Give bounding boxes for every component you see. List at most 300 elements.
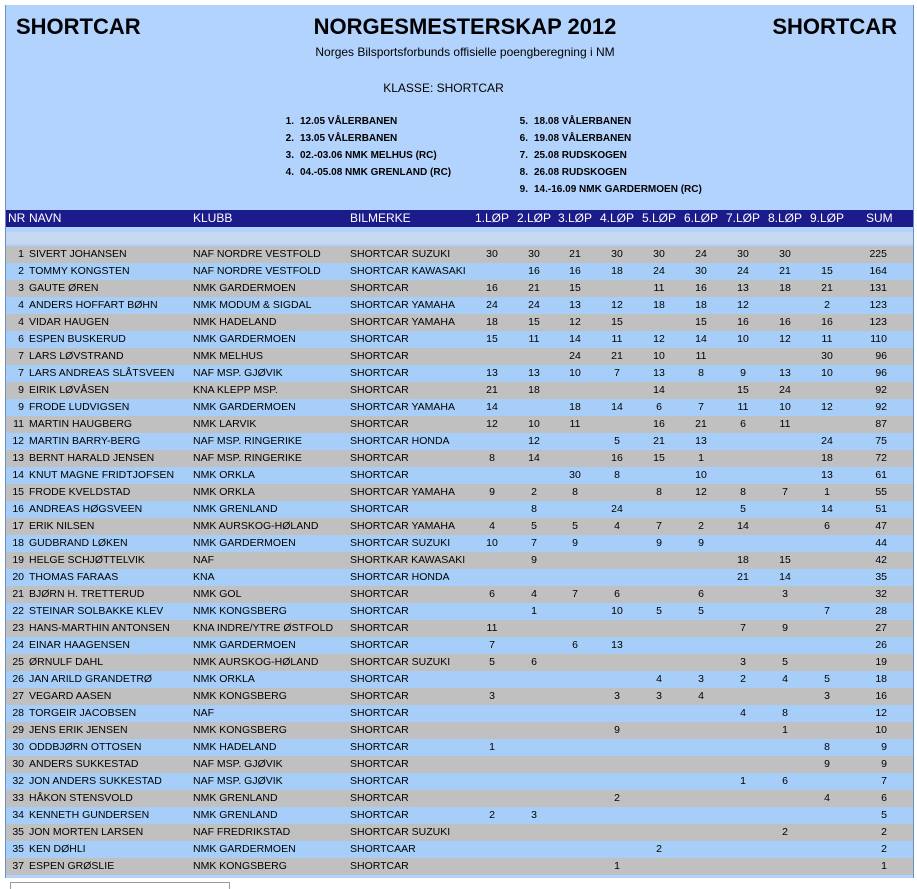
cell-race-7: 12 <box>737 299 749 311</box>
cell-car: SHORTCAR <box>350 367 409 379</box>
cell-sum: 123 <box>869 316 887 328</box>
cell-club: NAF <box>193 554 214 566</box>
cell-sum: 96 <box>875 350 887 362</box>
cell-race-8: 24 <box>779 384 791 396</box>
col-name: NAVN <box>29 211 62 225</box>
table-row <box>6 348 913 365</box>
cell-club: NMK GARDERMOEN <box>193 333 296 345</box>
cell-name: ODDBJØRN OTTOSEN <box>29 741 142 753</box>
cell-race-5: 8 <box>656 486 662 498</box>
race-item <box>278 130 451 147</box>
cell-car: SHORTCAR YAMAHA <box>350 486 456 498</box>
cell-race-2: 14 <box>528 452 540 464</box>
table-row <box>6 841 913 858</box>
cell-name: STEINAR SOLBAKKE KLEV <box>29 605 164 617</box>
cell-car: SHORTCAR HONDA <box>350 435 450 447</box>
cell-race-3: 24 <box>569 350 581 362</box>
cell-nr: 16 <box>12 503 24 515</box>
cell-race-4: 3 <box>614 690 620 702</box>
cell-car: SHORTCAR YAMAHA <box>350 401 456 413</box>
col-race-2: 2.LØP <box>516 211 552 225</box>
race-detail: 02.-03.06 NMK MELHUS (RC) <box>300 150 437 161</box>
cell-sum: 75 <box>875 435 887 447</box>
cell-race-8: 2 <box>782 826 788 838</box>
cell-sum: 2 <box>881 826 887 838</box>
cell-name: HELGE SCHJØTTELVIK <box>29 554 145 566</box>
right-title: SHORTCAR <box>772 14 897 39</box>
cell-club: NMK GRENLAND <box>193 792 278 804</box>
cell-club: NMK GARDERMOEN <box>193 537 296 549</box>
race-number: 5. <box>519 116 528 127</box>
cell-car: SHORTCAR <box>350 690 409 702</box>
cell-race-7: 7 <box>740 622 746 634</box>
cell-race-2: 12 <box>528 435 540 447</box>
cell-sum: 164 <box>869 265 887 277</box>
cell-sum: 19 <box>875 656 887 668</box>
cell-name: BERNT HARALD JENSEN <box>29 452 155 464</box>
cell-race-3: 14 <box>569 333 581 345</box>
cell-sum: 87 <box>875 418 887 430</box>
col-club: KLUBB <box>193 211 233 225</box>
race-detail: 18.08 VÅLERBANEN <box>534 116 632 127</box>
cell-race-8: 12 <box>779 333 791 345</box>
cell-race-9: 3 <box>824 690 830 702</box>
cell-sum: 7 <box>881 775 887 787</box>
col-race-8: 8.LØP <box>767 211 803 225</box>
table-row <box>6 790 913 807</box>
cell-race-3: 21 <box>569 248 581 260</box>
cell-race-7: 14 <box>737 520 749 532</box>
cell-race-1: 16 <box>486 282 498 294</box>
cell-race-8: 16 <box>779 316 791 328</box>
cell-nr: 3 <box>18 282 24 294</box>
cell-race-8: 21 <box>779 265 791 277</box>
cell-name: FRODE KVELDSTAD <box>29 486 131 498</box>
cell-race-3: 16 <box>569 265 581 277</box>
col-race-5: 5.LØP <box>641 211 677 225</box>
cell-nr: 35 <box>12 826 24 838</box>
table-row <box>6 688 913 705</box>
cell-race-2: 16 <box>528 265 540 277</box>
cell-club: NMK GARDERMOEN <box>193 639 296 651</box>
cell-name: MARTIN BARRY-BERG <box>29 435 141 447</box>
cell-race-5: 12 <box>653 333 665 345</box>
race-detail: 26.08 RUDSKOGEN <box>534 167 627 178</box>
cell-club: NAF MSP. RINGERIKE <box>193 435 302 447</box>
cell-race-3: 7 <box>572 588 578 600</box>
cell-race-3: 18 <box>569 401 581 413</box>
cell-car: SHORTCAR <box>350 724 409 736</box>
cell-club: NMK KONGSBERG <box>193 605 287 617</box>
cell-nr: 27 <box>12 690 24 702</box>
cell-club: NAF NORDRE VESTFOLD <box>193 248 321 260</box>
cell-race-6: 15 <box>695 316 707 328</box>
cell-race-1: 4 <box>489 520 495 532</box>
cell-race-9: 1 <box>824 486 830 498</box>
cell-race-9: 18 <box>821 452 833 464</box>
cell-club: NMK AURSKOG-HØLAND <box>193 520 319 532</box>
table-row <box>6 416 913 433</box>
cell-race-9: 16 <box>821 316 833 328</box>
race-number: 6. <box>519 133 528 144</box>
cell-name: KNUT MAGNE FRIDTJOFSEN <box>29 469 175 481</box>
race-detail: 19.08 VÅLERBANEN <box>534 133 632 144</box>
race-item <box>512 130 702 147</box>
cell-race-9: 8 <box>824 741 830 753</box>
cell-race-3: 9 <box>572 537 578 549</box>
table-row <box>6 484 913 501</box>
cell-race-3: 5 <box>572 520 578 532</box>
cell-sum: 47 <box>875 520 887 532</box>
cell-nr: 1 <box>18 248 24 260</box>
cell-race-8: 8 <box>782 707 788 719</box>
cell-race-8: 5 <box>782 656 788 668</box>
cell-name: FRODE LUDVIGSEN <box>29 401 130 413</box>
cell-race-5: 15 <box>653 452 665 464</box>
cell-race-1: 8 <box>489 452 495 464</box>
cell-nr: 4 <box>18 299 24 311</box>
cell-car: SHORTCAR <box>350 418 409 430</box>
table-row <box>6 858 913 875</box>
cell-race-2: 3 <box>531 809 537 821</box>
cell-name: KEN DØHLI <box>29 843 86 855</box>
race-item <box>278 164 451 181</box>
cell-race-5: 9 <box>656 537 662 549</box>
cell-nr: 28 <box>12 707 24 719</box>
cell-race-4: 6 <box>614 588 620 600</box>
cell-nr: 7 <box>18 350 24 362</box>
cell-nr: 30 <box>12 758 24 770</box>
cell-race-6: 14 <box>695 333 707 345</box>
cell-race-6: 9 <box>698 537 704 549</box>
cell-name: KENNETH GUNDERSEN <box>29 809 150 821</box>
cell-nr: 18 <box>12 537 24 549</box>
cell-race-9: 24 <box>821 435 833 447</box>
cell-race-5: 6 <box>656 401 662 413</box>
col-sum: SUM <box>866 211 893 225</box>
cell-nr: 20 <box>12 571 24 583</box>
cell-name: GUDBRAND LØKEN <box>29 537 128 549</box>
cell-name: JON ANDERS SUKKESTAD <box>29 775 162 787</box>
cell-name: GAUTE ØREN <box>29 282 99 294</box>
cell-race-7: 3 <box>740 656 746 668</box>
cell-race-1: 6 <box>489 588 495 600</box>
cell-race-7: 6 <box>740 418 746 430</box>
cell-club: NMK AURSKOG-HØLAND <box>193 656 319 668</box>
cell-race-8: 6 <box>782 775 788 787</box>
cell-club: NMK HADELAND <box>193 316 277 328</box>
cell-race-6: 2 <box>698 520 704 532</box>
cell-race-8: 1 <box>782 724 788 736</box>
table-row <box>6 535 913 552</box>
cell-club: NMK LARVIK <box>193 418 257 430</box>
cell-car: SHORTCAR <box>350 775 409 787</box>
cell-club: KNA INDRE/YTRE ØSTFOLD <box>193 622 334 634</box>
cell-race-6: 30 <box>695 265 707 277</box>
cell-race-9: 7 <box>824 605 830 617</box>
race-list-left <box>278 113 451 181</box>
cell-race-1: 13 <box>486 367 498 379</box>
cell-club: NAF MSP. GJØVIK <box>193 775 283 787</box>
cell-race-9: 30 <box>821 350 833 362</box>
cell-name: JON MORTEN LARSEN <box>29 826 144 838</box>
cell-race-4: 16 <box>611 452 623 464</box>
cell-car: SHORTCAR <box>350 452 409 464</box>
cell-race-2: 13 <box>528 367 540 379</box>
table-row <box>6 263 913 280</box>
standings-sheet <box>5 5 914 878</box>
cell-race-9: 6 <box>824 520 830 532</box>
cell-club: NMK HADELAND <box>193 741 277 753</box>
cell-race-6: 21 <box>695 418 707 430</box>
cell-race-9: 4 <box>824 792 830 804</box>
race-number: 7. <box>519 150 528 161</box>
cell-race-2: 2 <box>531 486 537 498</box>
cell-club: KNA KLEPP MSP. <box>193 384 278 396</box>
cell-race-7: 13 <box>737 282 749 294</box>
cell-race-3: 12 <box>569 316 581 328</box>
cell-nr: 22 <box>12 605 24 617</box>
cell-race-9: 21 <box>821 282 833 294</box>
cell-race-9: 12 <box>821 401 833 413</box>
cell-car: SHORTCAR <box>350 333 409 345</box>
table-row <box>6 501 913 518</box>
cell-name: THOMAS FARAAS <box>29 571 119 583</box>
blank-row <box>6 232 913 244</box>
cell-race-5: 4 <box>656 673 662 685</box>
cell-club: NMK MODUM & SIGDAL <box>193 299 312 311</box>
cell-race-2: 15 <box>528 316 540 328</box>
cell-car: SHORTCAR <box>350 639 409 651</box>
cell-race-4: 30 <box>611 248 623 260</box>
cell-name: ESPEN GRØSLIE <box>29 860 115 872</box>
cell-race-3: 6 <box>572 639 578 651</box>
cell-race-8: 30 <box>779 248 791 260</box>
cell-club: KNA <box>193 571 215 583</box>
cell-car: SHORTCAR <box>350 469 409 481</box>
cell-race-1: 30 <box>486 248 498 260</box>
cell-nr: 26 <box>12 673 24 685</box>
cell-nr: 9 <box>18 401 24 413</box>
cell-name: JAN ARILD GRANDETRØ <box>29 673 153 685</box>
cell-sum: 26 <box>875 639 887 651</box>
cell-sum: 44 <box>875 537 887 549</box>
cell-race-5: 21 <box>653 435 665 447</box>
cell-race-4: 1 <box>614 860 620 872</box>
cell-race-7: 9 <box>740 367 746 379</box>
table-row <box>6 637 913 654</box>
cell-nr: 14 <box>12 469 24 481</box>
cell-name: MARTIN HAUGBERG <box>29 418 133 430</box>
table-row <box>6 671 913 688</box>
cell-car: SHORTCAR YAMAHA <box>350 299 456 311</box>
cell-race-9: 9 <box>824 758 830 770</box>
cell-race-2: 11 <box>528 333 540 345</box>
cell-club: NAF <box>193 707 214 719</box>
cell-race-6: 5 <box>698 605 704 617</box>
cell-club: NAF MSP. RINGERIKE <box>193 452 302 464</box>
cell-race-1: 11 <box>486 622 498 634</box>
cell-race-6: 13 <box>695 435 707 447</box>
cell-race-7: 10 <box>737 333 749 345</box>
cell-club: NMK GARDERMOEN <box>193 843 296 855</box>
cell-race-8: 9 <box>782 622 788 634</box>
col-car: BILMERKE <box>350 211 411 225</box>
cell-race-8: 4 <box>782 673 788 685</box>
cell-race-2: 7 <box>531 537 537 549</box>
cell-race-5: 10 <box>653 350 665 362</box>
cell-sum: 1 <box>881 860 887 872</box>
cell-club: NMK GARDERMOEN <box>193 282 296 294</box>
cell-car: SHORTCAR <box>350 605 409 617</box>
table-row <box>6 365 913 382</box>
cell-club: NMK GRENLAND <box>193 809 278 821</box>
cell-race-5: 11 <box>653 282 665 294</box>
cell-club: NMK KONGSBERG <box>193 690 287 702</box>
table-row <box>6 450 913 467</box>
cell-sum: 96 <box>875 367 887 379</box>
table-row <box>6 382 913 399</box>
cell-name: HANS-MARTHIN ANTONSEN <box>29 622 170 634</box>
cell-nr: 37 <box>12 860 24 872</box>
table-row <box>6 433 913 450</box>
cell-nr: 9 <box>18 384 24 396</box>
cell-race-4: 2 <box>614 792 620 804</box>
cell-race-2: 24 <box>528 299 540 311</box>
cell-race-8: 13 <box>779 367 791 379</box>
cell-race-8: 18 <box>779 282 791 294</box>
cell-race-7: 24 <box>737 265 749 277</box>
cell-club: NMK ORKLA <box>193 469 255 481</box>
table-row <box>6 807 913 824</box>
cell-race-1: 9 <box>489 486 495 498</box>
cell-name: EINAR HAAGENSEN <box>29 639 130 651</box>
cell-race-7: 18 <box>737 554 749 566</box>
table-row <box>6 314 913 331</box>
cell-car: SHORTCAR YAMAHA <box>350 316 456 328</box>
race-number: 2. <box>285 133 294 144</box>
cell-car: SHORTCAR <box>350 588 409 600</box>
cell-race-5: 3 <box>656 690 662 702</box>
left-title: SHORTCAR <box>16 14 141 39</box>
cell-nr: 33 <box>12 792 24 804</box>
cell-car: SHORTCAR <box>350 503 409 515</box>
cell-race-4: 13 <box>611 639 623 651</box>
cell-race-4: 24 <box>611 503 623 515</box>
race-item <box>512 113 702 130</box>
cell-race-1: 18 <box>486 316 498 328</box>
cell-race-1: 14 <box>486 401 498 413</box>
race-detail: 13.05 VÅLERBANEN <box>300 133 398 144</box>
cell-race-8: 14 <box>779 571 791 583</box>
cell-race-8: 10 <box>779 401 791 413</box>
cell-car: SHORTCAAR <box>350 843 416 855</box>
cell-race-2: 30 <box>528 248 540 260</box>
cell-name: ESPEN BUSKERUD <box>29 333 126 345</box>
cell-car: SHORTKAR KAWASAKI <box>350 554 466 566</box>
table-row <box>6 756 913 773</box>
cell-race-7: 5 <box>740 503 746 515</box>
cell-race-5: 16 <box>653 418 665 430</box>
cell-club: NAF MSP. GJØVIK <box>193 758 283 770</box>
cell-race-5: 30 <box>653 248 665 260</box>
race-number: 8. <box>519 167 528 178</box>
cell-race-8: 11 <box>779 418 791 430</box>
cell-race-4: 8 <box>614 469 620 481</box>
cell-club: NMK KONGSBERG <box>193 860 287 872</box>
cell-race-4: 15 <box>611 316 623 328</box>
cell-race-1: 1 <box>489 741 495 753</box>
cell-name: LARS LØVSTRAND <box>29 350 124 362</box>
table-row <box>6 569 913 586</box>
cell-club: NAF NORDRE VESTFOLD <box>193 265 321 277</box>
cell-race-5: 5 <box>656 605 662 617</box>
cell-race-4: 4 <box>614 520 620 532</box>
cell-sum: 110 <box>870 333 887 345</box>
table-row <box>6 586 913 603</box>
table-row <box>6 467 913 484</box>
cell-race-9: 10 <box>821 367 833 379</box>
cell-race-8: 15 <box>779 554 791 566</box>
cell-car: SHORTCAR <box>350 741 409 753</box>
cell-name: BJØRN H. TRETTERUD <box>29 588 145 600</box>
cell-sum: 2 <box>881 843 887 855</box>
cell-name: EIRIK LØVÅSEN <box>29 384 109 396</box>
cell-sum: 9 <box>881 741 887 753</box>
table-row <box>6 654 913 671</box>
col-race-4: 4.LØP <box>599 211 635 225</box>
cell-sum: 6 <box>881 792 887 804</box>
table-row <box>6 603 913 620</box>
cell-sum: 32 <box>875 588 887 600</box>
cell-name: ERIK NILSEN <box>29 520 95 532</box>
cell-sum: 28 <box>875 605 887 617</box>
cell-name: ANDERS SUKKESTAD <box>29 758 139 770</box>
cell-nr: 15 <box>12 486 24 498</box>
cell-sum: 18 <box>875 673 887 685</box>
cell-race-2: 8 <box>531 503 537 515</box>
cell-race-4: 11 <box>611 333 623 345</box>
cell-race-4: 14 <box>611 401 623 413</box>
cell-name: VEGARD AASEN <box>29 690 112 702</box>
cell-car: SHORTCAR <box>350 707 409 719</box>
cell-race-6: 18 <box>695 299 707 311</box>
table-row <box>6 280 913 297</box>
subtitle: Norges Bilsportsforbunds offisielle poengberegning i NM <box>315 45 615 59</box>
cell-car: SHORTCAR <box>350 792 409 804</box>
cell-race-7: 1 <box>740 775 746 787</box>
cell-race-7: 4 <box>740 707 746 719</box>
table-row <box>6 620 913 637</box>
cell-sum: 12 <box>875 707 887 719</box>
table-row <box>6 246 913 263</box>
cell-sum: 16 <box>875 690 887 702</box>
cell-race-5: 7 <box>656 520 662 532</box>
cell-race-4: 21 <box>611 350 623 362</box>
cell-race-6: 3 <box>698 673 704 685</box>
cell-name: VIDAR HAUGEN <box>29 316 109 328</box>
cell-race-2: 1 <box>531 605 537 617</box>
cell-car: SHORTCAR HONDA <box>350 571 450 583</box>
cell-race-4: 10 <box>611 605 623 617</box>
cell-sum: 92 <box>875 384 887 396</box>
cell-race-7: 21 <box>737 571 749 583</box>
cell-race-3: 10 <box>569 367 581 379</box>
cell-race-1: 21 <box>486 384 498 396</box>
cell-sum: 131 <box>869 282 887 294</box>
cell-race-7: 15 <box>737 384 749 396</box>
cell-car: SHORTCAR <box>350 758 409 770</box>
